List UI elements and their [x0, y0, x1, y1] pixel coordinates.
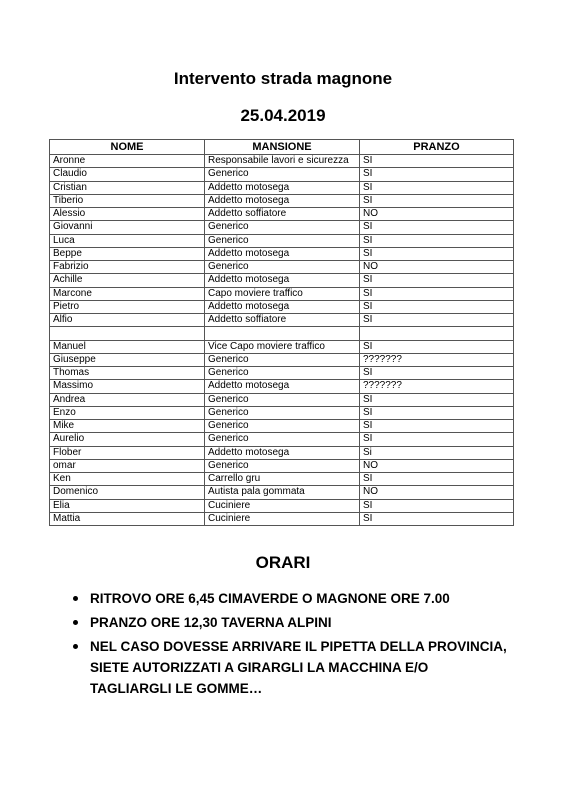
cell-pranzo: SI	[360, 181, 514, 194]
cell-nome: Domenico	[50, 486, 205, 499]
cell-nome: Beppe	[50, 247, 205, 260]
cell-pranzo: SI	[360, 314, 514, 327]
cell-pranzo: NO	[360, 208, 514, 221]
cell-mansione: Generico	[205, 168, 360, 181]
cell-pranzo: NO	[360, 486, 514, 499]
header-pranzo: PRANZO	[360, 140, 514, 155]
table-row	[50, 499, 514, 512]
cell-nome: Manuel	[50, 340, 205, 353]
cell-nome: Giuseppe	[50, 353, 205, 366]
document-title: Intervento strada magnone	[173, 69, 393, 88]
cell-pranzo: SI	[360, 433, 514, 446]
table-row	[50, 512, 514, 525]
cell-nome: Mike	[50, 420, 205, 433]
cell-pranzo: NO	[360, 261, 514, 274]
cell-mansione: Generico	[205, 261, 360, 274]
header-row	[50, 140, 514, 155]
cell-nome: Luca	[50, 234, 205, 247]
cell-mansione: Generico	[205, 420, 360, 433]
cell-pranzo: SI	[360, 367, 514, 380]
cell-mansione: Addetto motosega	[205, 300, 360, 313]
cell-pranzo: SI	[360, 393, 514, 406]
bullet-icon	[73, 644, 78, 649]
table-row	[50, 433, 514, 446]
cell-nome: Pietro	[50, 300, 205, 313]
cell-mansione: Generico	[205, 433, 360, 446]
cell-mansione: Generico	[205, 393, 360, 406]
cell-mansione: Addetto motosega	[205, 380, 360, 393]
cell-pranzo: SI	[360, 234, 514, 247]
table-row	[50, 168, 514, 181]
cell-mansione: Generico	[205, 406, 360, 419]
cell-nome: Aurelio	[50, 433, 205, 446]
table-row	[50, 459, 514, 472]
cell-nome: Andrea	[50, 393, 205, 406]
table-row	[50, 181, 514, 194]
table-row	[50, 314, 514, 327]
table-row	[50, 420, 514, 433]
cell-pranzo: SI	[360, 287, 514, 300]
table-row	[50, 155, 514, 168]
table-row	[50, 340, 514, 353]
orari-item-pranzo	[70, 612, 510, 633]
orari-item-text: PRANZO ORE 12,30 TAVERNA ALPINI	[90, 615, 332, 630]
cell-mansione: Generico	[205, 367, 360, 380]
cell-nome: Marcone	[50, 287, 205, 300]
cell-nome: Giovanni	[50, 221, 205, 234]
cell-pranzo: SI	[360, 473, 514, 486]
table-row	[50, 221, 514, 234]
cell-pranzo: SI	[360, 168, 514, 181]
cell-pranzo: ???????	[360, 353, 514, 366]
cell-pranzo: SI	[360, 300, 514, 313]
table-row	[50, 393, 514, 406]
cell-pranzo: SI	[360, 512, 514, 525]
cell-mansione: Addetto soffiatore	[205, 314, 360, 327]
cell-mansione: Addetto motosega	[205, 446, 360, 459]
cell-pranzo: SI	[360, 340, 514, 353]
document-date: 25.04.2019	[240, 106, 326, 125]
cell-mansione: Autista pala gommata	[205, 486, 360, 499]
table-row	[50, 300, 514, 313]
cell-mansione: Capo moviere traffico	[205, 287, 360, 300]
cell-mansione: Addetto motosega	[205, 247, 360, 260]
cell-mansione: Cuciniere	[205, 499, 360, 512]
table-row	[50, 274, 514, 287]
cell-nome: Achille	[50, 274, 205, 287]
table-row	[50, 261, 514, 274]
roster-table	[49, 139, 514, 526]
table-row	[50, 486, 514, 499]
cell-pranzo: SI	[360, 406, 514, 419]
orari-list	[70, 588, 510, 702]
cell-nome: Mattia	[50, 512, 205, 525]
roster-table-body	[50, 155, 514, 526]
cell-pranzo: SI	[360, 194, 514, 207]
cell-nome: omar	[50, 459, 205, 472]
table-row	[50, 406, 514, 419]
cell-nome: Alfio	[50, 314, 205, 327]
cell-mansione: Generico	[205, 234, 360, 247]
cell-nome: Flober	[50, 446, 205, 459]
cell-mansione: Generico	[205, 459, 360, 472]
cell-nome: Fabrizio	[50, 261, 205, 274]
cell-nome	[50, 327, 205, 340]
cell-pranzo: ???????	[360, 380, 514, 393]
cell-nome: Thomas	[50, 367, 205, 380]
orari-item-ritrovo	[70, 588, 510, 609]
table-row	[50, 367, 514, 380]
cell-pranzo: SI	[360, 247, 514, 260]
cell-nome: Tiberio	[50, 194, 205, 207]
cell-pranzo	[360, 327, 514, 340]
orari-item-text: NEL CASO DOVESSE ARRIVARE IL PIPETTA DELLA PROVINCIA, SIETE AUTORIZZATI A GIRARGLI LA MACCHINA E/O TAGLIARGLI LE GOMME…	[90, 639, 507, 696]
cell-mansione: Generico	[205, 221, 360, 234]
header-mansione: MANSIONE	[205, 140, 360, 155]
roster-table-header	[50, 140, 514, 155]
cell-nome: Cristian	[50, 181, 205, 194]
bullet-icon	[73, 620, 78, 625]
table-row	[50, 380, 514, 393]
table-row	[50, 353, 514, 366]
header-nome: NOME	[50, 140, 205, 155]
orari-heading: ORARI	[255, 553, 311, 572]
cell-mansione: Addetto motosega	[205, 181, 360, 194]
cell-pranzo: SI	[360, 155, 514, 168]
cell-nome: Ken	[50, 473, 205, 486]
cell-mansione: Vice Capo moviere traffico	[205, 340, 360, 353]
orari-item-text: RITROVO ORE 6,45 CIMAVERDE O MAGNONE ORE 7.00	[90, 591, 450, 606]
table-row	[50, 234, 514, 247]
cell-nome: Enzo	[50, 406, 205, 419]
table-row	[50, 208, 514, 221]
cell-pranzo: SI	[360, 274, 514, 287]
cell-pranzo: NO	[360, 459, 514, 472]
cell-pranzo: SI	[360, 420, 514, 433]
table-row	[50, 473, 514, 486]
cell-pranzo: SI	[360, 221, 514, 234]
table-row	[50, 287, 514, 300]
bullet-icon	[73, 596, 78, 601]
cell-mansione: Generico	[205, 353, 360, 366]
cell-mansione: Cuciniere	[205, 512, 360, 525]
cell-mansione: Responsabile lavori e sicurezza	[205, 155, 360, 168]
cell-nome: Alessio	[50, 208, 205, 221]
table-row	[50, 446, 514, 459]
cell-nome: Claudio	[50, 168, 205, 181]
cell-mansione	[205, 327, 360, 340]
table-row	[50, 194, 514, 207]
table-row	[50, 247, 514, 260]
cell-mansione: Addetto motosega	[205, 274, 360, 287]
cell-mansione: Addetto motosega	[205, 194, 360, 207]
cell-nome: Elia	[50, 499, 205, 512]
cell-pranzo: SI	[360, 499, 514, 512]
cell-mansione: Carrello gru	[205, 473, 360, 486]
cell-nome: Massimo	[50, 380, 205, 393]
orari-item-avviso	[70, 636, 510, 699]
cell-nome: Aronne	[50, 155, 205, 168]
table-row	[50, 327, 514, 340]
cell-pranzo: Si	[360, 446, 514, 459]
cell-mansione: Addetto soffiatore	[205, 208, 360, 221]
